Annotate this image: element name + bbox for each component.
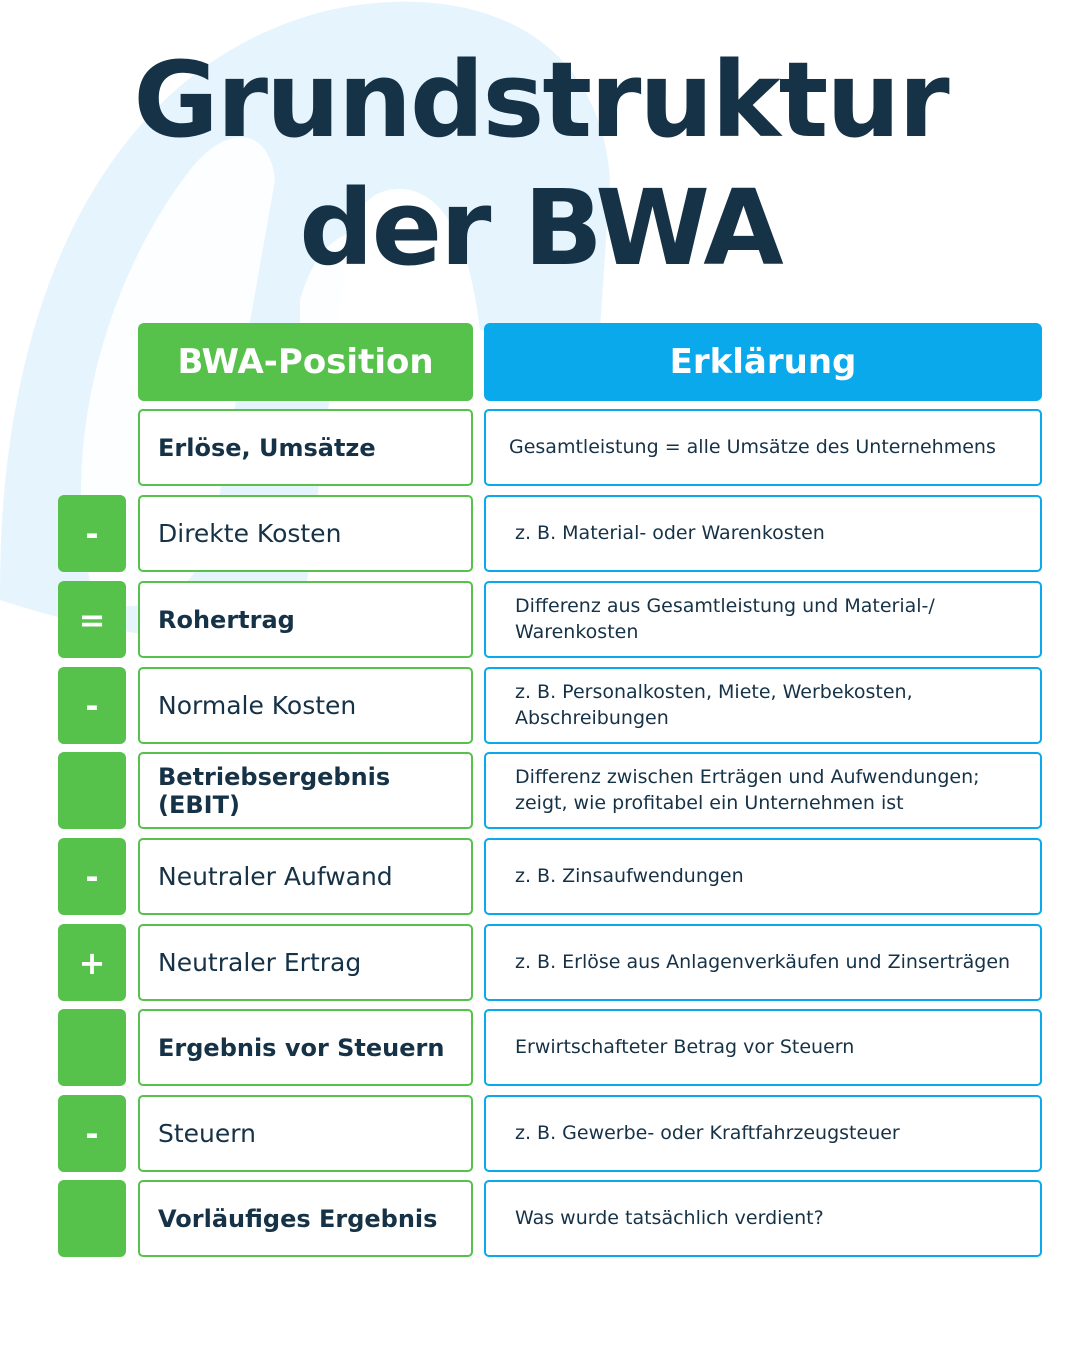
explanation-cell: Gesamtleistung = alle Umsätze des Unternehmens (484, 409, 1042, 486)
operator-badge (58, 752, 126, 829)
table-row (0, 409, 1081, 486)
explanation-cell: z. B. Erlöse aus Anlagenverkäufen und Zinserträgen (484, 924, 1042, 1001)
explanation-cell: Was wurde tatsächlich verdient? (484, 1180, 1042, 1257)
position-cell: Steuern (138, 1095, 473, 1172)
table-row (0, 752, 1081, 829)
explanation-cell: z. B. Zinsaufwendungen (484, 838, 1042, 915)
explanation-cell: z. B. Personalkosten, Miete, Werbekosten, Abschreibungen (484, 667, 1042, 744)
operator-badge: = (58, 581, 126, 658)
explanation-cell: z. B. Material- oder Warenkosten (484, 495, 1042, 572)
explanation-cell: Erwirtschafteter Betrag vor Steuern (484, 1009, 1042, 1086)
position-cell: Normale Kosten (138, 667, 473, 744)
table-row (0, 1095, 1081, 1172)
explanation-cell: z. B. Gewerbe- oder Kraftfahrzeugsteuer (484, 1095, 1042, 1172)
position-cell: Vorläufiges Ergebnis (138, 1180, 473, 1257)
position-cell: Betriebsergebnis (EBIT) (138, 752, 473, 829)
position-cell: Direkte Kosten (138, 495, 473, 572)
table-row (0, 924, 1081, 1001)
position-cell: Erlöse, Umsätze (138, 409, 473, 486)
page-title-line-1: Grundstruktur (133, 39, 948, 161)
column-header-explanation: Erklärung (484, 323, 1042, 401)
page-title-line-2: der BWA (299, 167, 782, 289)
operator-badge: - (58, 1095, 126, 1172)
operator-badge: + (58, 924, 126, 1001)
table-row (0, 838, 1081, 915)
explanation-cell: Differenz aus Gesamtleistung und Material-/ Warenkosten (484, 581, 1042, 658)
operator-badge (58, 1009, 126, 1086)
position-cell: Neutraler Ertrag (138, 924, 473, 1001)
table-row (0, 1180, 1081, 1257)
table-row (0, 581, 1081, 658)
operator-badge: - (58, 495, 126, 572)
column-header-position: BWA-Position (138, 323, 473, 401)
operator-badge: - (58, 838, 126, 915)
position-cell: Neutraler Aufwand (138, 838, 473, 915)
operator-badge: - (58, 667, 126, 744)
table-row (0, 1009, 1081, 1086)
table-row (0, 495, 1081, 572)
position-cell: Rohertrag (138, 581, 473, 658)
explanation-cell: Differenz zwischen Erträgen und Aufwendungen; zeigt, wie profitabel ein Unternehmen ist (484, 752, 1042, 829)
operator-badge (58, 1180, 126, 1257)
table-row (0, 667, 1081, 744)
position-cell: Ergebnis vor Steuern (138, 1009, 473, 1086)
